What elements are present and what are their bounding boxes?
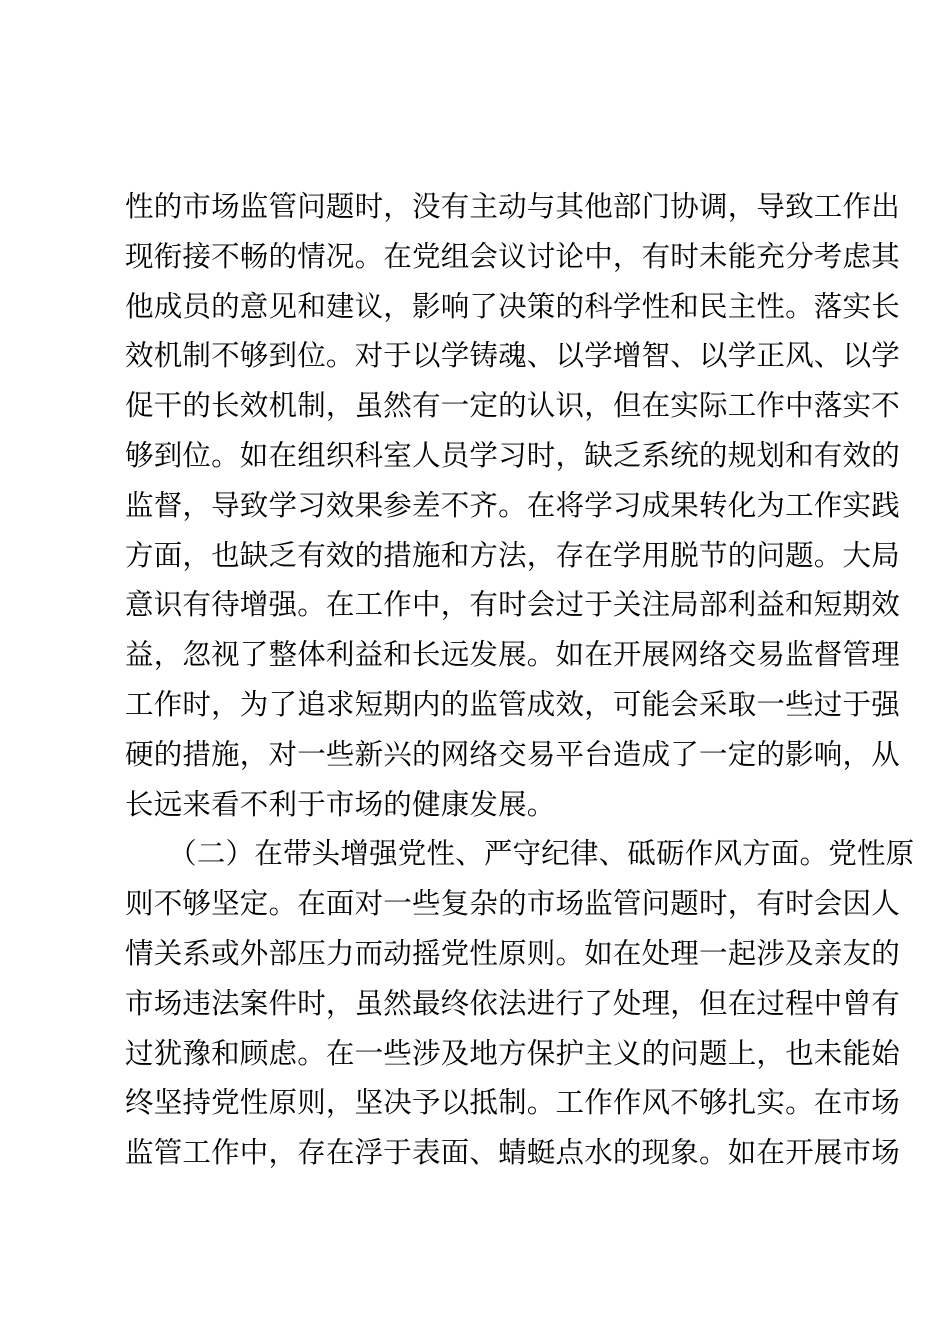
- text-line: 效机制不够到位。对于以学铸魂、以学增智、以学正风、以学: [125, 339, 900, 373]
- text-line: 市场违法案件时，虽然最终依法进行了处理，但在过程中曾有: [125, 986, 900, 1020]
- text-line: 长远来看不利于市场的健康发展。: [125, 787, 556, 821]
- text-line: 他成员的意见和建议，影响了决策的科学性和民主性。落实长: [125, 289, 900, 323]
- text-line: 监督，导致学习效果参差不齐。在将学习成果转化为工作实践: [125, 488, 900, 522]
- body-text: [125, 182, 915, 1178]
- text-line: 则不够坚定。在面对一些复杂的市场监管问题时，有时会因人: [125, 887, 900, 921]
- text-line: 够到位。如在组织科室人员学习时，缺乏系统的规划和有效的: [125, 438, 900, 472]
- text-line: 监管工作中，存在浮于表面、蜻蜓点水的现象。如在开展市场: [125, 1136, 900, 1170]
- text-line: 益，忽视了整体利益和长远发展。如在开展网络交易监督管理: [125, 638, 900, 672]
- text-line: 工作时，为了追求短期内的监管成效，可能会采取一些过于强: [125, 687, 900, 721]
- text-line: 促干的长效机制，虽然有一定的认识，但在实际工作中落实不: [125, 389, 900, 423]
- text-line: 方面，也缺乏有效的措施和方法，存在学用脱节的问题。大局: [125, 538, 900, 572]
- text-line: 性的市场监管问题时，没有主动与其他部门协调，导致工作出: [125, 190, 900, 223]
- text-line: 终坚持党性原则，坚决予以抵制。工作作风不够扎实。在市场: [125, 1086, 900, 1120]
- text-line: 过犹豫和顾虑。在一些涉及地方保护主义的问题上，也未能始: [125, 1036, 900, 1070]
- section-heading-line: （二）在带头增强党性、严守纪律、砥砺作风方面。党性原: [125, 837, 915, 871]
- text-line: 硬的措施，对一些新兴的网络交易平台造成了一定的影响，从: [125, 737, 900, 771]
- text-line: 情关系或外部压力而动摇党性原则。如在处理一起涉及亲友的: [125, 936, 900, 970]
- text-line: 意识有待增强。在工作中，有时会过于关注局部利益和短期效: [125, 588, 900, 622]
- text-line: 现衔接不畅的情况。在党组会议讨论中，有时未能充分考虑其: [125, 239, 900, 273]
